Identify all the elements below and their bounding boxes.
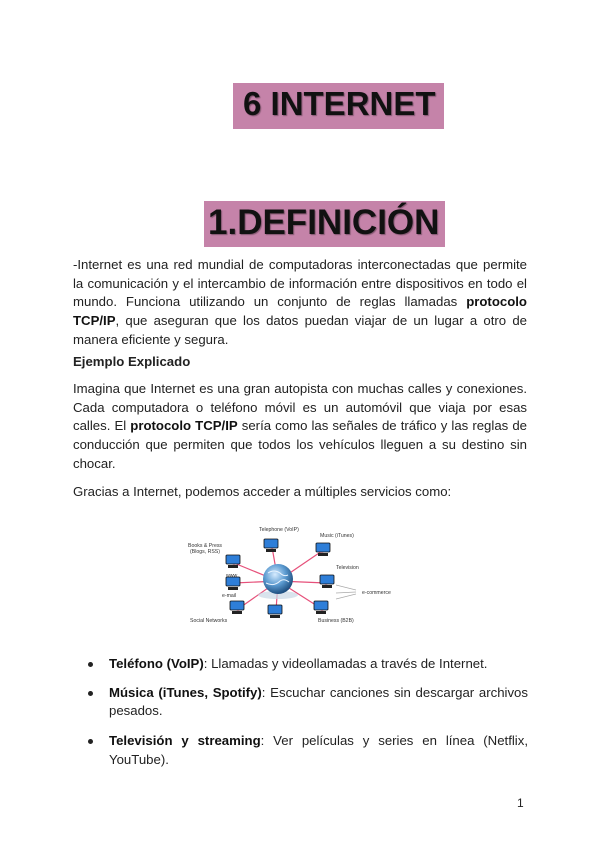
label-telephone: Telephone (VoIP) <box>259 527 299 533</box>
label-music: Music (iTunes) <box>320 533 354 539</box>
list-item <box>88 684 528 721</box>
label-social: Social Networks <box>190 618 228 624</box>
list-item-text: : Escuchar canciones sin descargar archivos pesados. <box>109 684 528 719</box>
label-business: Business (B2B) <box>318 618 354 624</box>
definition-text-tail: , que aseguran que los datos puedan viajar de un lugar a otro de manera eficiente y segura. <box>73 313 527 347</box>
label-email: e-mail <box>222 593 237 599</box>
example-text-tail: sería como las señales de tráfico y las reglas de conducción que permiten que todos los vehículos lleguen a su destino sin chocar. <box>73 418 528 471</box>
definition-paragraph <box>73 256 527 350</box>
bullet-icon <box>88 739 93 744</box>
list-item <box>88 655 528 674</box>
example-heading: Ejemplo Explicado <box>73 354 191 369</box>
list-item-text: : Llamadas y videollamadas a través de Internet. <box>203 656 488 671</box>
computer-icon <box>226 555 240 568</box>
internet-services-diagram <box>186 523 404 631</box>
example-bold-term: protocolo TCP/IP <box>130 418 238 434</box>
services-list <box>88 655 528 781</box>
list-item-term: Música (iTunes, Spotify) <box>109 684 262 700</box>
definition-text-lead: -Internet es una red mundial de computadoras interconectadas que permite la comunicación y el intercambio de información entre dispositivos en todo el mundo. Funciona utilizando un conjunto de reglas llamadas <box>73 257 527 310</box>
list-item-text: : Ver películas y series en línea (Netflix, YouTube). <box>109 733 528 767</box>
label-television: Television <box>336 565 359 571</box>
example-text-lead: Imagina que Internet es una gran autopista con muchas calles y conexiones. Cada computadora o teléfono móvil es un automóvil que viaja por esas calles. El <box>73 381 527 434</box>
section-title: 1.DEFINICIÓN <box>204 201 445 247</box>
bullet-icon <box>88 691 93 696</box>
chapter-title: 6 INTERNET <box>233 83 444 129</box>
computer-icon <box>320 575 334 588</box>
example-paragraph <box>73 380 527 474</box>
list-item-term: Teléfono (VoIP) <box>109 656 204 671</box>
label-www: www <box>226 573 238 579</box>
list-item-term: Televisión y streaming <box>109 733 261 749</box>
definition-bold-term: protocolo TCP/IP <box>73 294 527 329</box>
computer-icon <box>316 543 330 556</box>
globe-icon <box>263 564 293 594</box>
label-books: Books & Press <box>188 543 223 549</box>
computer-icon <box>230 601 244 614</box>
label-ecommerce: e-commerce <box>362 590 391 596</box>
services-intro: Gracias a Internet, podemos acceder a múltiples servicios como: <box>73 484 452 499</box>
bullet-icon <box>88 662 93 667</box>
label-books-sub: (Blogs, RSS) <box>190 549 220 555</box>
computer-icon <box>314 601 328 614</box>
page-number: 1 <box>517 796 524 810</box>
list-item <box>88 732 528 769</box>
computer-icon <box>268 605 282 618</box>
computer-icon <box>264 539 278 552</box>
